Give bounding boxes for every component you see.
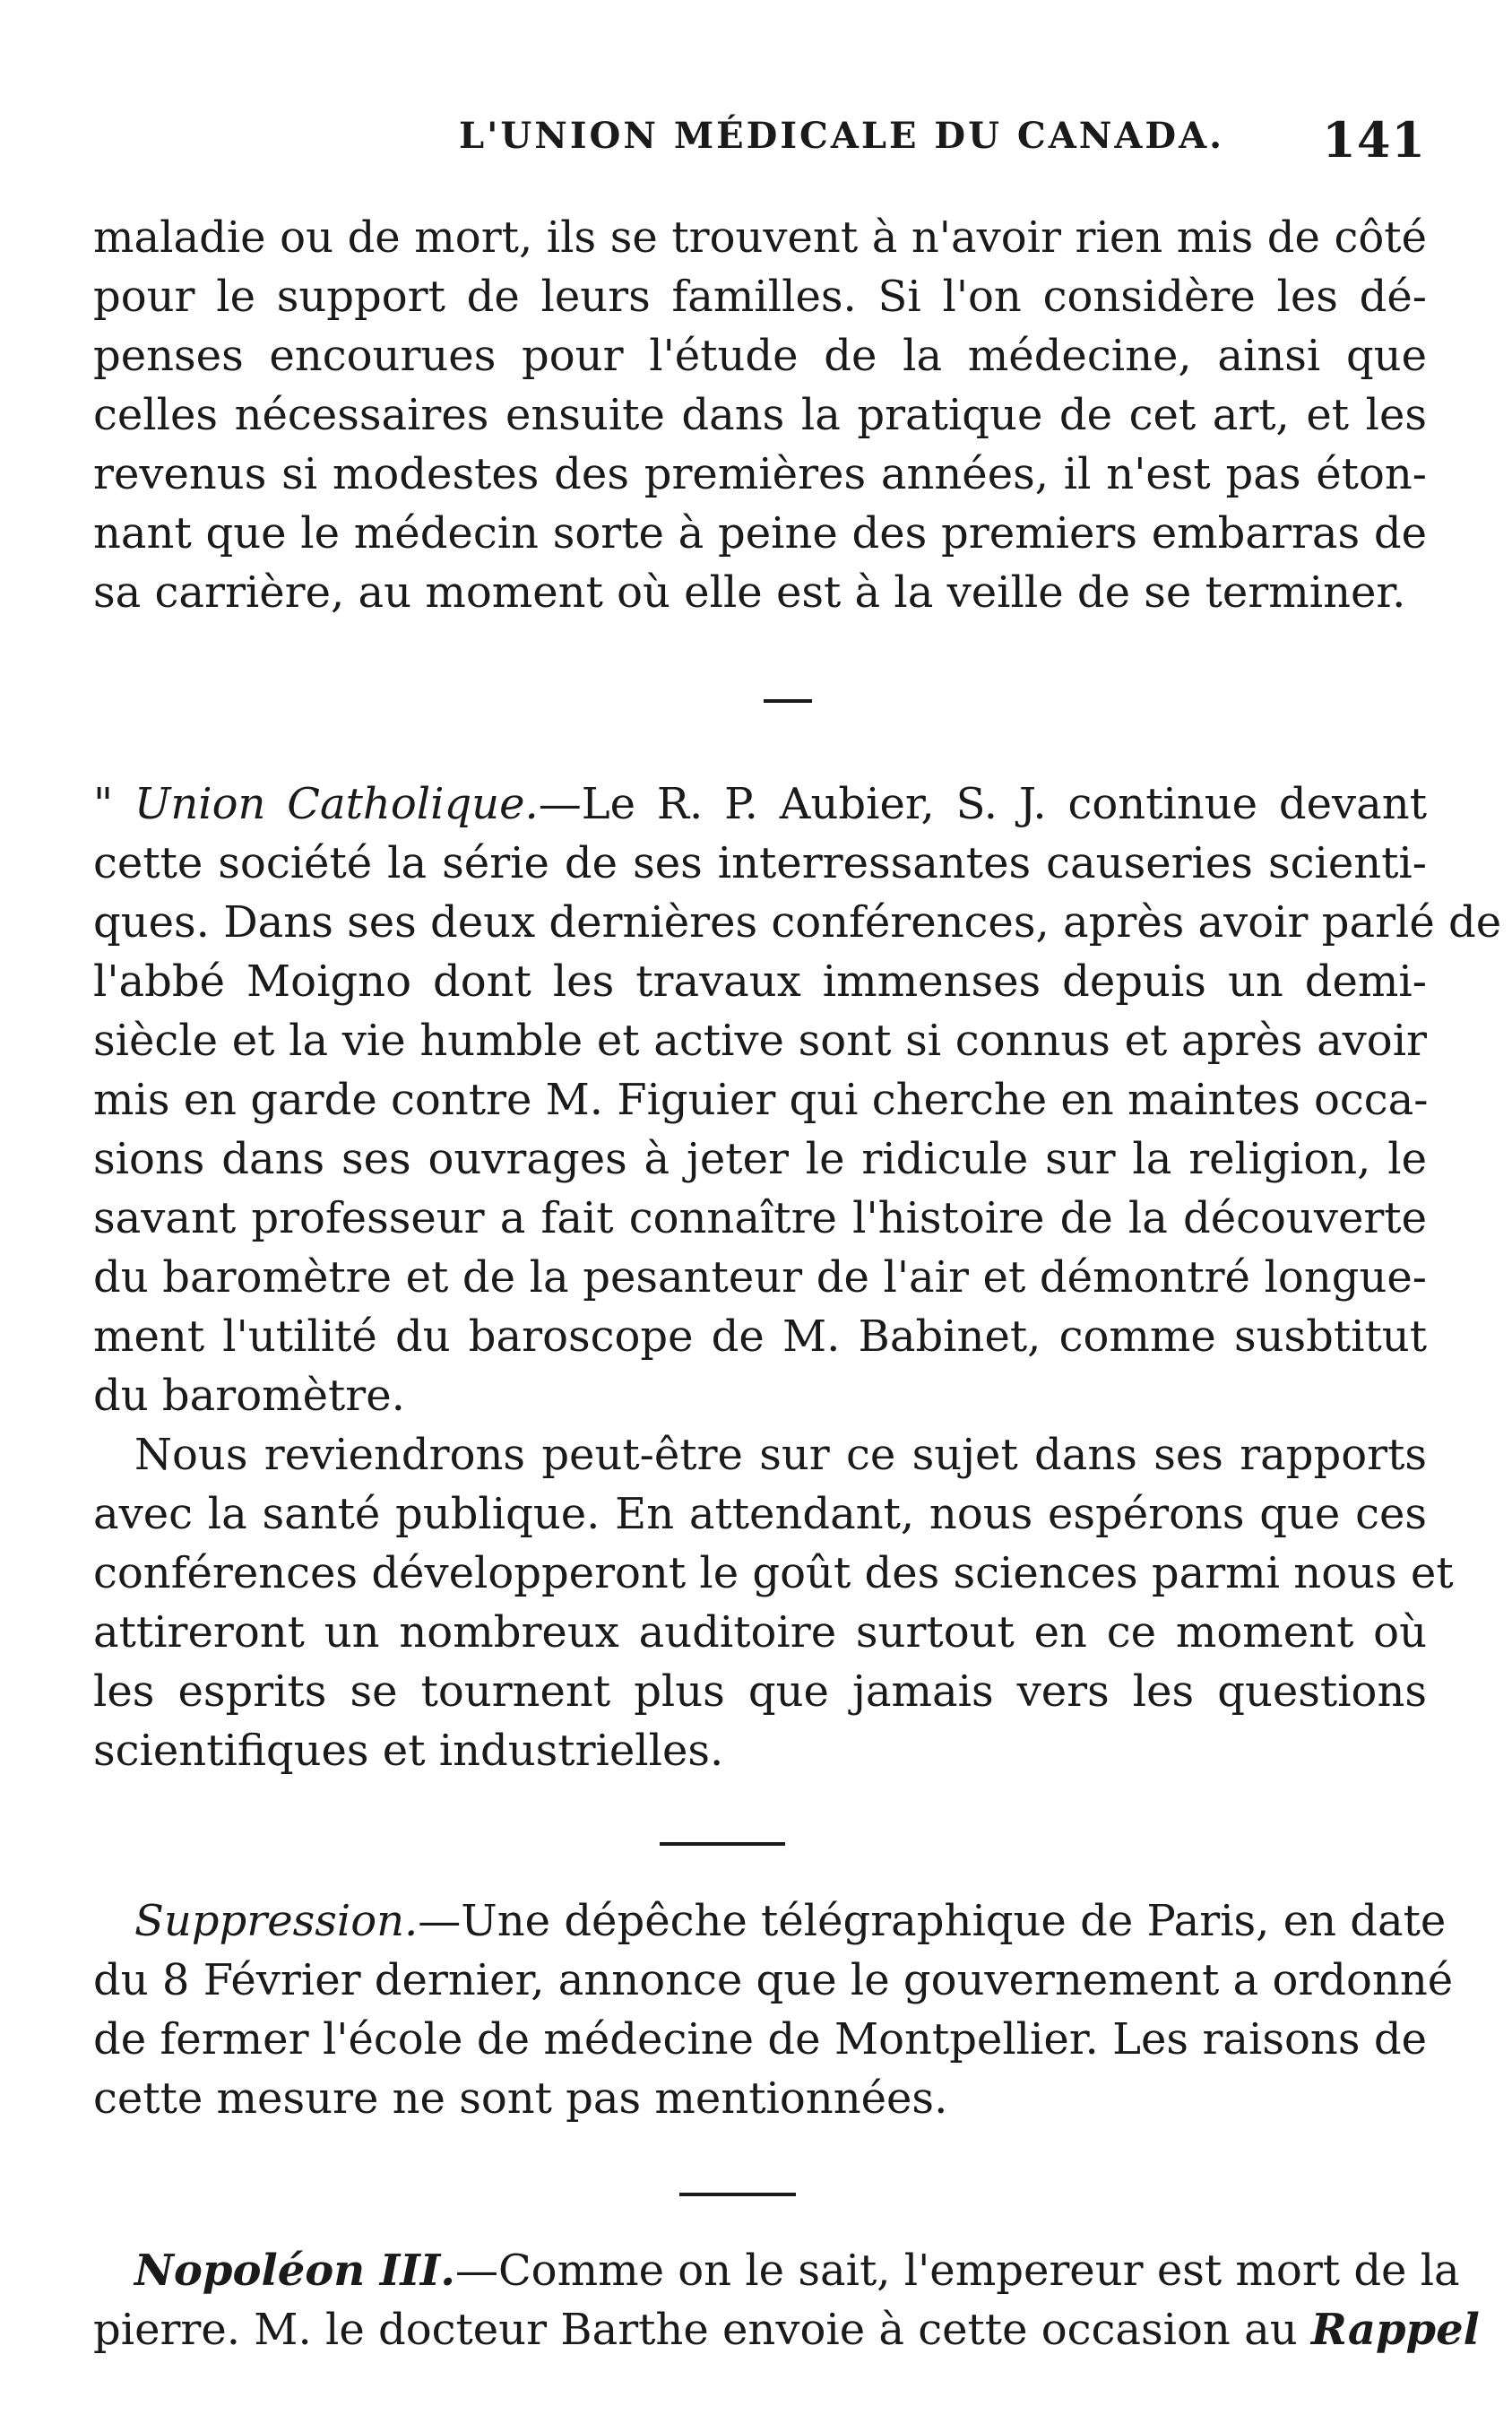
text-line: Nous reviendrons peut-être sur ce sujet dans ses rapports: [134, 1430, 1427, 1480]
text-line: siècle et la vie humble et active sont si connus et après avoir: [93, 1016, 1427, 1066]
text-line: maladie ou de mort, ils se trouvent à n'avoir rien mis de côté: [93, 212, 1427, 263]
running-title: L'UNION MÉDICALE DU CANADA.: [459, 115, 1225, 157]
section-union-heading-line: [93, 775, 1427, 834]
newspaper-title: Rappel: [1310, 2305, 1480, 2355]
section-heading: Nopoléon III.: [134, 2246, 455, 2296]
text-line: avec la santé publique. En attendant, nous espérons que ces: [93, 1489, 1427, 1539]
text-line: savant professeur a fait connaître l'histoire de la découverte: [93, 1193, 1427, 1243]
text-line: mis en garde contre M. Figuier qui cherche en maintes occa-: [93, 1075, 1429, 1125]
line-text: pierre. M. le docteur Barthe envoie à cette occasion au: [93, 2305, 1311, 2355]
text-line: les esprits se tournent plus que jamais vers les questions: [93, 1666, 1427, 1717]
heading-continuation: —Une dépêche télégraphique de Paris, en date: [418, 1896, 1447, 1946]
text-line: du 8 Février dernier, annonce que le gouvernement a ordonné: [93, 1955, 1454, 2005]
text-line: scientifiques et industrielles.: [93, 1726, 724, 1776]
text-line: nant que le médecin sorte à peine des premiers embarras de: [93, 508, 1427, 558]
text-line: conférences développeront le goût des sciences parmi nous et: [93, 1548, 1454, 1598]
open-quote: ": [93, 779, 114, 829]
text-line: cette société la série de ses interressantes causeries scienti-: [93, 838, 1427, 888]
page-number: 141: [1322, 111, 1426, 169]
section-divider: [679, 2193, 796, 2196]
text-line: celles nécessaires ensuite dans la pratique de cet art, et les: [93, 390, 1427, 440]
text-line: pour le support de leurs familles. Si l'on considère les dé-: [93, 272, 1427, 322]
text-line: [93, 2300, 1480, 2359]
heading-continuation: —Le R. P. Aubier, S. J. continue devant: [538, 779, 1427, 829]
section-divider: [660, 1842, 785, 1846]
text-line: de fermer l'école de médecine de Montpellier. Les raisons de: [93, 2014, 1427, 2064]
text-line: penses encourues pour l'étude de la médecine, ainsi que: [93, 331, 1427, 381]
section-suppression-heading-line: [134, 1891, 1447, 1951]
text-line: l'abbé Moigno dont les travaux immenses depuis un demi-: [93, 956, 1427, 1007]
section-heading: Union Catholique.: [134, 779, 539, 829]
text-line: du baromètre et de la pesanteur de l'air et démontré longue-: [93, 1252, 1427, 1303]
text-line: ment l'utilité du baroscope de M. Babinet, comme susbtitut: [93, 1311, 1427, 1362]
text-line: cette mesure ne sont pas mentionnées.: [93, 2073, 948, 2124]
section-heading: Suppression.: [134, 1896, 419, 1946]
text-line: revenus si modestes des premières années, il n'est pas éton-: [93, 449, 1427, 499]
text-line: sions dans ses ouvrages à jeter le ridicule sur la religion, le: [93, 1134, 1427, 1184]
heading-continuation: —Comme on le sait, l'empereur est mort de la: [454, 2246, 1460, 2296]
section-divider: [764, 699, 812, 703]
text-line: attireront un nombreux auditoire surtout en ce moment où: [93, 1607, 1427, 1657]
text-line: sa carrière, au moment où elle est à la veille de se terminer.: [93, 567, 1406, 618]
text-line: du baromètre.: [93, 1371, 405, 1421]
text-line: ques. Dans ses deux dernières conférences, après avoir parlé de: [93, 897, 1502, 948]
section-napoleon-heading-line: [134, 2241, 1460, 2300]
